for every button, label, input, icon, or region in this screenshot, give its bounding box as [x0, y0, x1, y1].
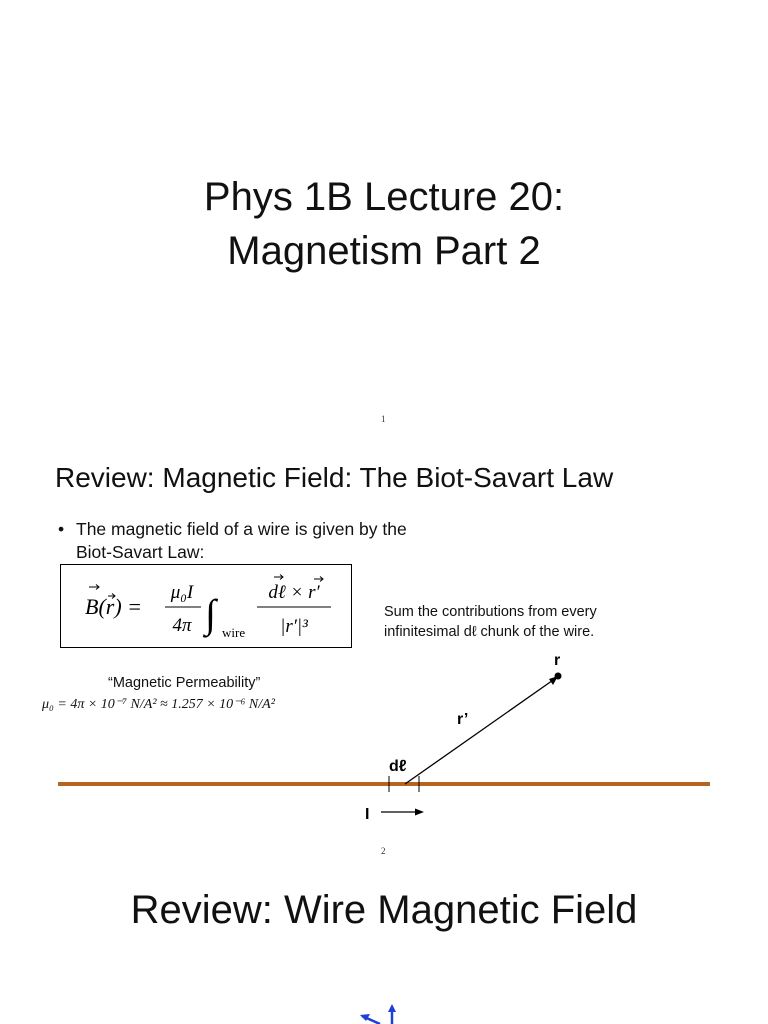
slide3-heading: Review: Wire Magnetic Field: [130, 888, 638, 932]
slide1-title: [0, 170, 768, 278]
r-prime-label: r’: [457, 711, 469, 728]
slide1-title-line1: Phys 1B Lecture 20:: [203, 175, 565, 219]
integral-sign: ∫: [205, 591, 216, 636]
sum-note: Sum the contributions from every infinitesimal dℓ chunk of the wire.: [384, 604, 597, 640]
formula-coef-num: μ₀I: [170, 582, 194, 603]
formula-svg: [61, 565, 351, 647]
slide1-page-number: 1: [381, 414, 386, 424]
formula-coef-den: 4π: [172, 615, 192, 636]
slide1-title-line2: Magnetism Part 2: [227, 229, 541, 273]
current-arrowhead: [415, 809, 424, 816]
bullet-item: [58, 518, 438, 564]
integrand-num: dℓ × r′: [268, 582, 320, 603]
field-arrows-icon: [350, 998, 410, 1024]
slide2-page-number: 2: [381, 846, 386, 856]
field-point-label: r: [554, 652, 561, 669]
formula-lhs: B(r) =: [85, 594, 142, 619]
biot-savart-formula: [60, 564, 352, 648]
bullet-text: The magnetic field of a wire is given by the Biot-Savart Law:: [76, 519, 407, 562]
slide2-heading: Review: Magnetic Field: The Biot-Savart Law: [55, 462, 614, 493]
wire-diagram: [0, 640, 768, 840]
r-prime-vector: [405, 678, 556, 784]
current-label: I: [365, 806, 370, 823]
dl-label: dℓ: [389, 758, 407, 775]
permeability-label: “Magnetic Permeability”: [108, 675, 261, 691]
integrand-den: |r′|³: [280, 616, 308, 637]
permeability-value: μ₀ = 4π × 10⁻⁷ N/A² ≈ 1.257 × 10⁻⁶ N/A²: [42, 697, 275, 712]
field-point: [555, 673, 562, 680]
bullet-dot: •: [58, 519, 65, 539]
integral-subscript: wire: [222, 625, 246, 640]
